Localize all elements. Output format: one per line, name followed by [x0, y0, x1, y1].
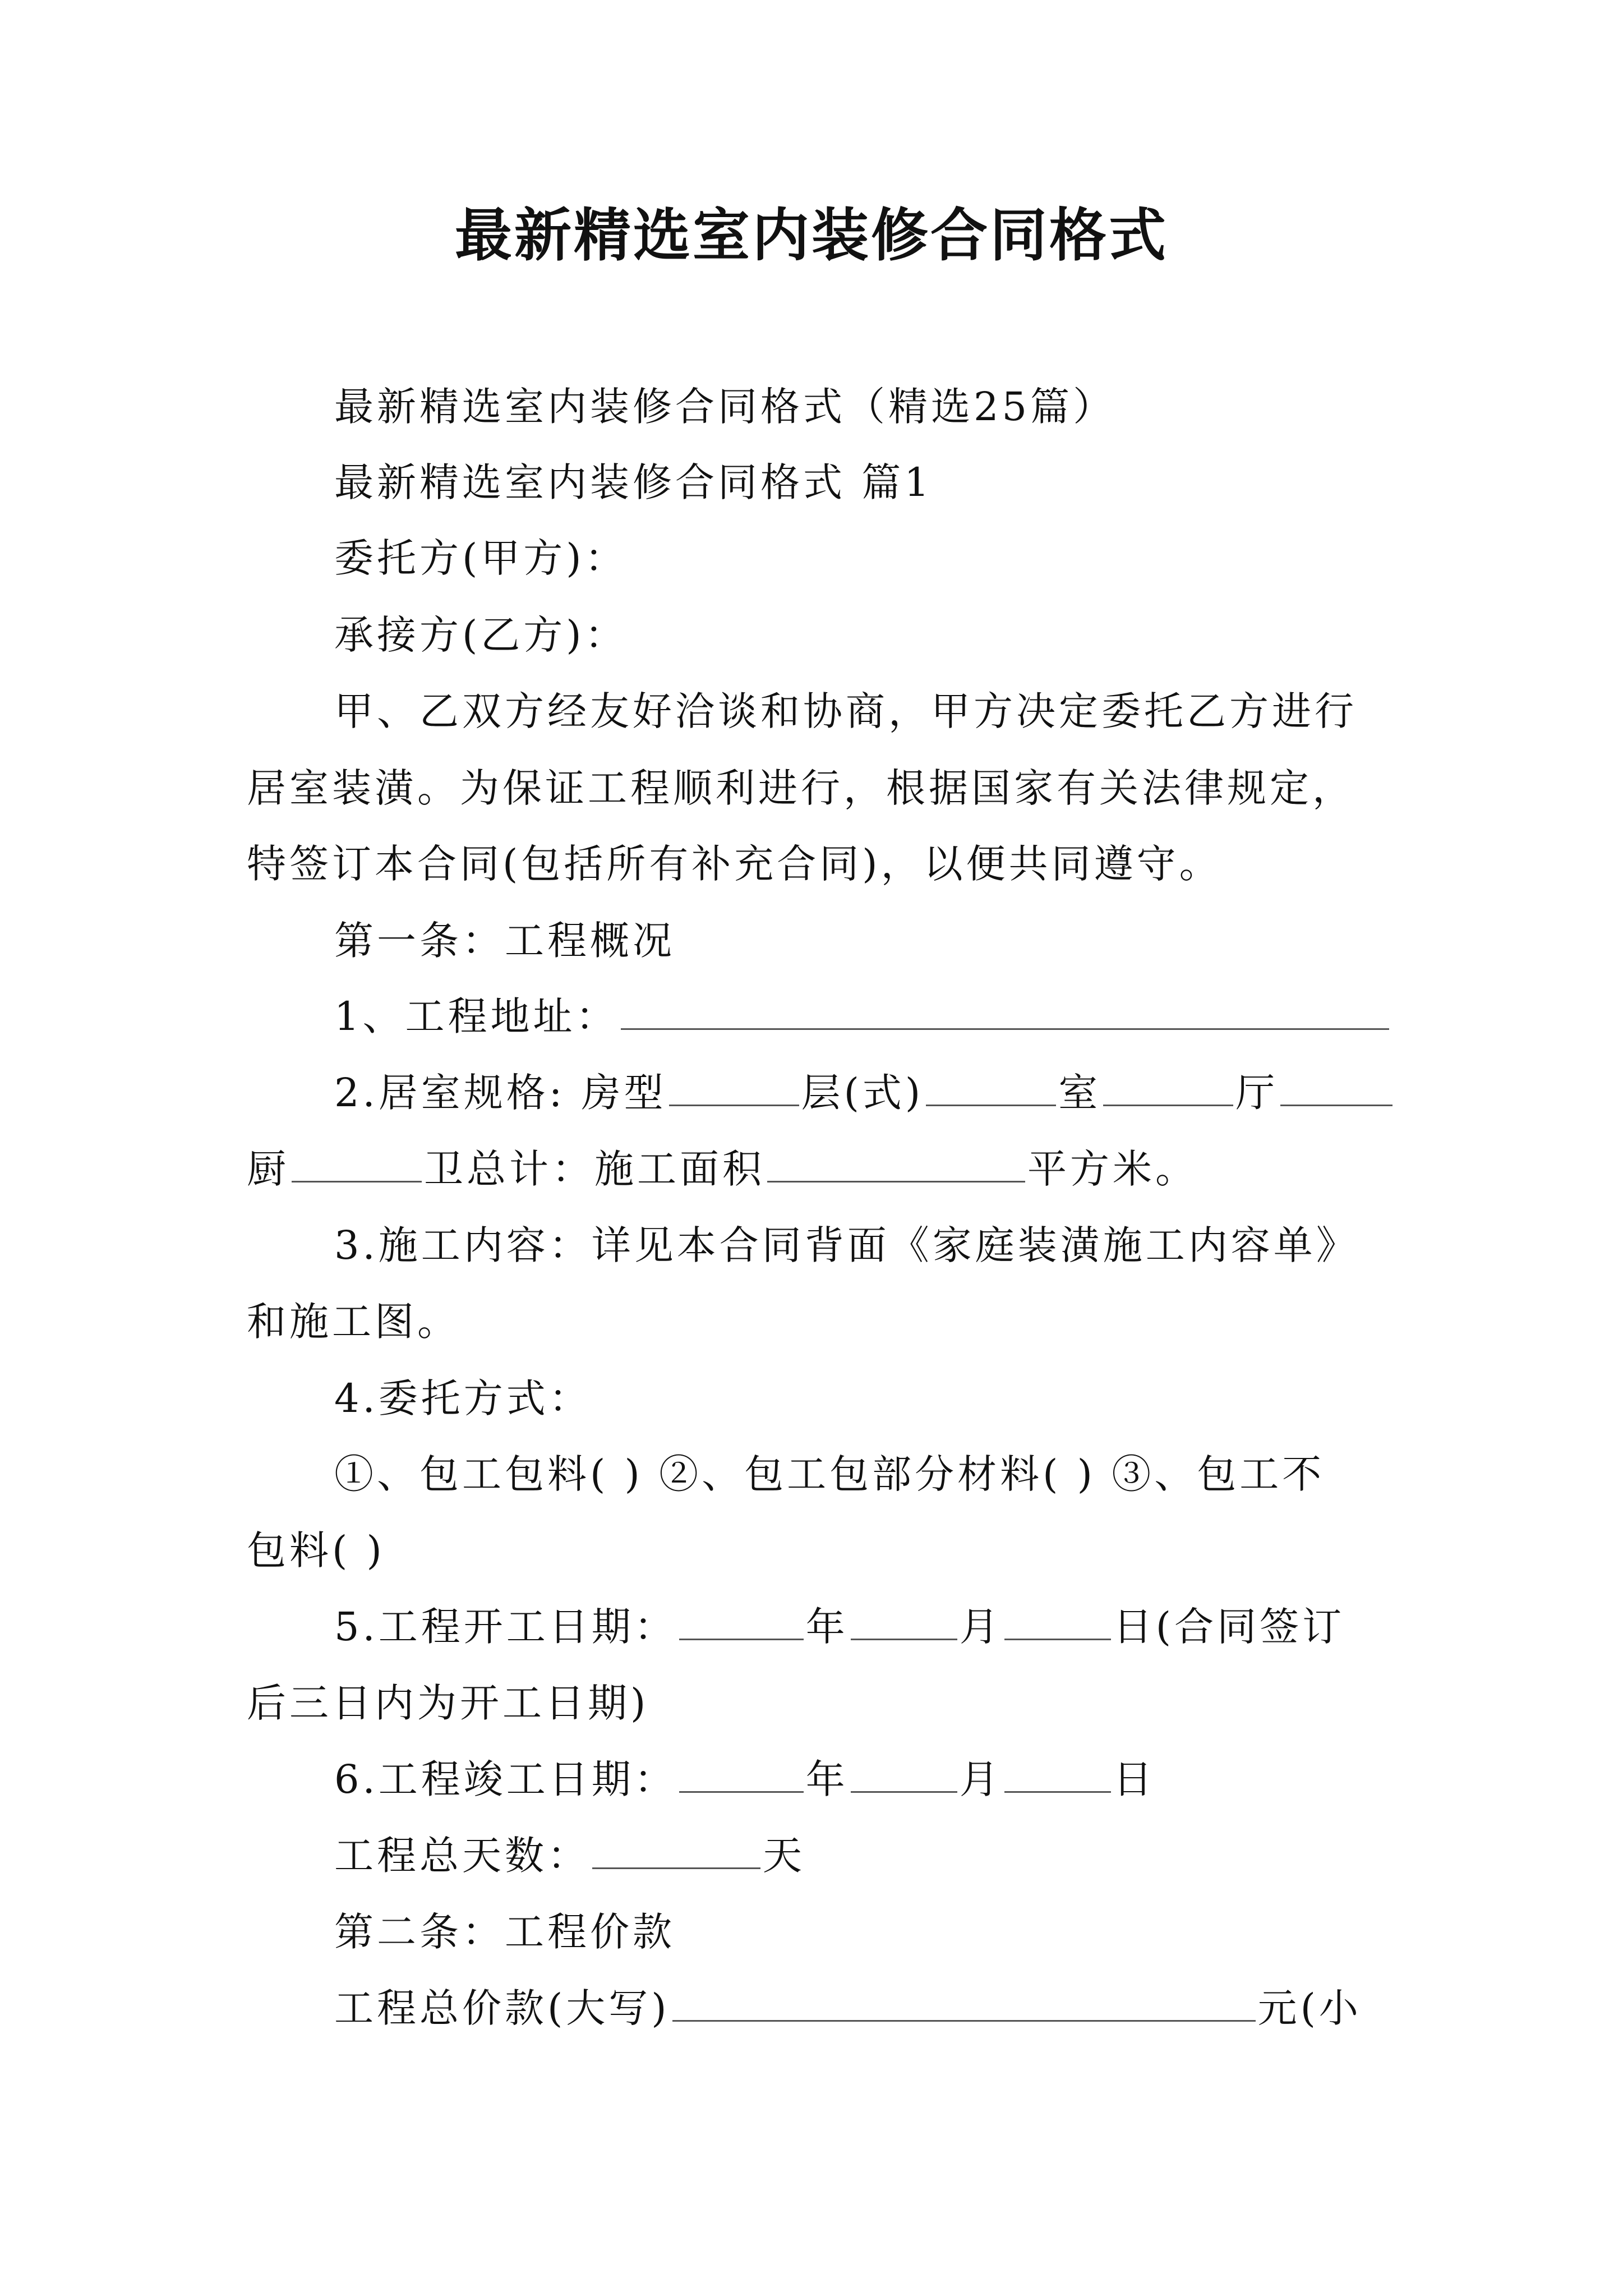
item-2-line-2	[247, 1141, 1198, 1197]
day-label: 日	[1113, 1756, 1156, 1802]
item-3-line-2: 和施工图。	[247, 1299, 460, 1345]
party-b-line: 承接方(乙方)：	[334, 612, 628, 658]
intro-paragraph-line-2: 居室装潢。为保证工程顺利进行，根据国家有关法律规定，	[247, 765, 1355, 811]
item-3-line-1: 3.施工内容：详见本合同背面《家庭装潢施工内容单》	[334, 1222, 1359, 1268]
hall-label: 厅	[1235, 1070, 1279, 1116]
item-5-line-1	[334, 1599, 1345, 1655]
month-label: 月	[959, 1756, 1002, 1802]
room-label: 室	[1058, 1070, 1101, 1116]
item-1-label: 1、工程地址：	[334, 993, 619, 1039]
floor-label: 层(式)	[801, 1070, 924, 1116]
room-type-blank	[669, 1071, 799, 1106]
intro-paragraph-line-1: 甲、乙双方经友好洽谈和协商，甲方决定委托乙方进行	[334, 688, 1357, 734]
price-unit: 元(小	[1257, 1985, 1362, 2031]
item-2-label: 2.居室规格: 房型	[334, 1070, 667, 1116]
article-2-heading: 第二条：工程价款	[334, 1909, 675, 1955]
start-date-note: (合同签订	[1155, 1604, 1345, 1650]
price-blank	[672, 1986, 1256, 2022]
item-5-line-2: 后三日内为开工日期)	[247, 1680, 649, 1726]
intro-paragraph-line-3: 特签订本合同(包括所有补充合同)，以便共同遵守。	[247, 841, 1222, 887]
item-1-line	[334, 988, 1391, 1045]
year-label: 年	[805, 1756, 849, 1802]
start-day-blank	[1004, 1605, 1111, 1640]
area-unit: 平方米。	[1027, 1146, 1198, 1192]
area-blank	[767, 1147, 1025, 1182]
end-year-blank	[679, 1757, 804, 1793]
start-date-label: 5.工程开工日期：	[334, 1604, 677, 1650]
day-label: 日	[1113, 1604, 1156, 1650]
total-days-line	[334, 1828, 805, 1884]
price-label: 工程总价款(大写)	[334, 1985, 670, 2031]
document-title: 最新精选室内装修合同格式	[455, 202, 1168, 269]
end-date-label: 6.工程竣工日期：	[334, 1756, 677, 1802]
subtitle: 最新精选室内装修合同格式（精选25篇）	[334, 384, 1116, 430]
month-label: 月	[959, 1604, 1002, 1650]
item-6-line	[334, 1751, 1156, 1807]
kitchen-blank	[292, 1147, 422, 1182]
kitchen-label: 厨	[247, 1146, 289, 1192]
address-blank	[621, 995, 1389, 1030]
section-heading: 最新精选室内装修合同格式 篇1	[334, 459, 933, 505]
end-day-blank	[1004, 1757, 1111, 1793]
party-a-line: 委托方(甲方)：	[334, 535, 628, 581]
item-2-line-1	[334, 1065, 1395, 1121]
area-label: 卫总计：施工面积	[424, 1146, 765, 1192]
hall-blank	[1280, 1071, 1393, 1106]
floor-blank	[926, 1071, 1056, 1106]
total-days-label: 工程总天数：	[334, 1833, 590, 1879]
year-label: 年	[805, 1604, 849, 1650]
item-4-options-line-1: ①、包工包料( ) ②、包工包部分材料( ) ③、包工不	[334, 1451, 1325, 1497]
item-4-line: 4.委托方式：	[334, 1375, 592, 1421]
end-month-blank	[851, 1757, 957, 1793]
price-line	[334, 1980, 1362, 2036]
start-month-blank	[851, 1605, 957, 1640]
item-4-options-line-2: 包料( )	[247, 1527, 385, 1573]
room-blank	[1103, 1071, 1233, 1106]
article-1-heading: 第一条：工程概况	[334, 918, 675, 964]
start-year-blank	[679, 1605, 804, 1640]
days-unit: 天	[763, 1833, 805, 1879]
total-days-blank	[592, 1834, 760, 1869]
